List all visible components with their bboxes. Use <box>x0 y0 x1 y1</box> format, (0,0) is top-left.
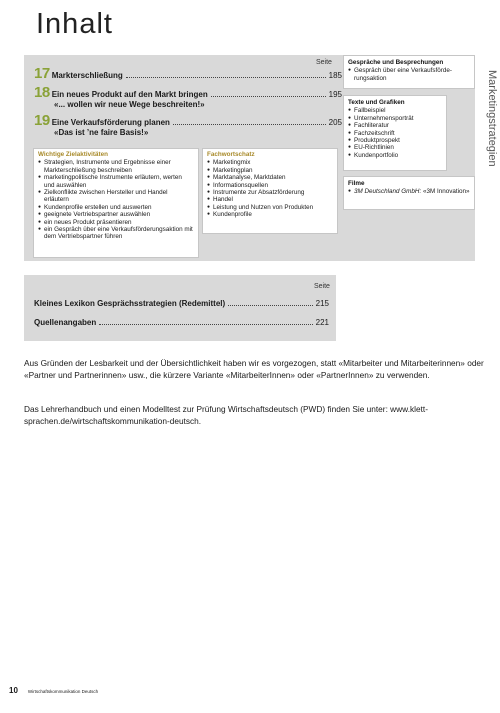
filme-list <box>348 188 470 195</box>
gespraeche-list <box>348 67 470 82</box>
lernziele-list <box>38 159 194 240</box>
list-item: ● Handel <box>207 196 333 203</box>
list-item: ● EU-Richtlinien <box>348 144 442 151</box>
chapter-subtitle: «Das ist ’ne faire Basis!» <box>54 128 149 137</box>
texte-panel <box>343 95 447 171</box>
chapter-page: 195 <box>328 90 342 99</box>
texte-heading: Texte und Grafiken <box>348 99 405 106</box>
leader-dots <box>126 77 326 78</box>
chapter-page: 185 <box>328 71 342 80</box>
appendix-page: 215 <box>315 299 329 308</box>
texte-list <box>348 107 442 159</box>
lernziele-panel <box>33 148 199 258</box>
chapter-number: 18 <box>34 84 50 101</box>
page-number: 10 <box>9 686 18 695</box>
chapter-overview-box <box>24 55 475 261</box>
appendix-box <box>24 275 336 341</box>
list-item: ● Kundenprofile <box>207 211 333 218</box>
list-item: ● Gespräch über eine Verkaufsförderungsaktion <box>348 67 470 82</box>
list-item: ● Kundenprofile erstellen und auswerten <box>38 204 194 211</box>
list-item: ● Marktanalyse, Marktdaten <box>207 174 333 181</box>
list-item: ● Produktprospekt <box>348 137 442 144</box>
leader-dots <box>173 124 326 125</box>
film-company: 3M Deutschland GmbH: <box>354 188 422 196</box>
page-footer <box>9 686 98 695</box>
note-paragraph-1: Aus Gründen der Lesbarkeit und der Übersichtlichkeit haben wir es vorgezogen, statt «Mitarbeiter und Mitarbeiterinnen» oder «Partner und Partnerinnen» usw., die kürzere Variante «MitarbeiterInnen» oder «PartnerInnen» zu verwenden. <box>24 358 484 380</box>
fachwortschatz-panel <box>202 148 338 234</box>
list-item: ● Unternehmensporträt <box>348 115 442 122</box>
appendix-title: Kleines Lexikon Gesprächsstrategien (Redemittel) <box>34 299 226 308</box>
seite-label: Seite <box>316 59 332 66</box>
list-item: ● Fachliteratur <box>348 122 442 129</box>
filme-panel <box>343 176 475 210</box>
note-paragraph-2: Das Lehrerhandbuch und einen Modelltest zur Prüfung Wirtschaftsdeutsch (PWD) finden Sie unter: www.klett-sprachen.de/wirtschaftskommunikation-deutsch. <box>24 404 428 426</box>
list-item: ● Fachzeitschrift <box>348 130 442 137</box>
appendix-row-lexikon[interactable] <box>34 299 329 308</box>
appendix-page: 221 <box>315 318 329 327</box>
fachwortschatz-heading: Fachwortschatz <box>207 151 255 158</box>
right-column <box>343 55 475 261</box>
section-label: Marketingstrategien <box>486 70 498 167</box>
chapter-subtitle: «... wollen wir neue Wege beschreiten!» <box>54 100 205 109</box>
list-item: ● ein neues Produkt präsentieren <box>38 219 194 226</box>
chapter-number: 19 <box>34 112 50 129</box>
fachwortschatz-list <box>207 159 333 218</box>
list-item: ● Zielkonflikte zwischen Hersteller und Handel erläutern <box>38 189 194 204</box>
list-item <box>348 188 470 195</box>
gespraeche-heading: Gespräche und Besprechungen <box>348 59 444 66</box>
list-item: ● Marketingplan <box>207 167 333 174</box>
chapter-title: Ein neues Produkt auf den Markt bringen <box>51 90 208 99</box>
chapter-page: 205 <box>328 118 342 127</box>
appendix-row-quellen[interactable] <box>34 318 329 327</box>
list-item: ● Leistung und Nutzen von Produkten <box>207 204 333 211</box>
list-item: ● Strategien, Instrumente und Ergebnisse einer Markterschließung beschreiben <box>38 159 194 174</box>
chapter-number: 17 <box>34 65 50 82</box>
leader-dots <box>228 305 312 306</box>
appendix-title: Quellenangaben <box>34 318 97 327</box>
page-title: Inhalt <box>36 8 113 40</box>
seite-label: Seite <box>314 283 330 290</box>
list-item: ● Fallbeispiel <box>348 107 442 114</box>
list-item: ● Kundenportfolio <box>348 152 442 159</box>
footer-text: Wirtschaftskommunikation Deutsch <box>27 689 99 694</box>
section-side-label <box>487 70 500 240</box>
chapter-title: Markterschließung <box>51 71 123 80</box>
list-item: ● Informationsquellen <box>207 182 333 189</box>
leader-dots <box>99 324 312 325</box>
chapter-title: Eine Verkaufsförderung planen <box>51 118 170 127</box>
leader-dots <box>211 96 326 97</box>
list-item: ● Instrumente zur Absatzförderung <box>207 189 333 196</box>
list-item: ● Marketingmix <box>207 159 333 166</box>
lernziele-heading: Wichtige Zielaktivitäten <box>38 151 108 158</box>
list-item: ● geeignete Vertriebspartner auswählen <box>38 211 194 218</box>
list-item: ● ein Gespräch über eine Verkaufsförderungsaktion mit dem Vertriebspartner führen <box>38 226 194 241</box>
filme-heading: Filme <box>348 180 365 187</box>
gespraeche-panel <box>343 55 475 89</box>
list-item: ● marketingpolitische Instrumente erläutern, werten und auswählen <box>38 174 194 189</box>
chapter-17[interactable] <box>34 65 342 82</box>
chapter-19[interactable] <box>34 112 342 138</box>
chapter-18[interactable] <box>34 84 342 110</box>
film-title: «3M Innovation» <box>421 188 470 196</box>
